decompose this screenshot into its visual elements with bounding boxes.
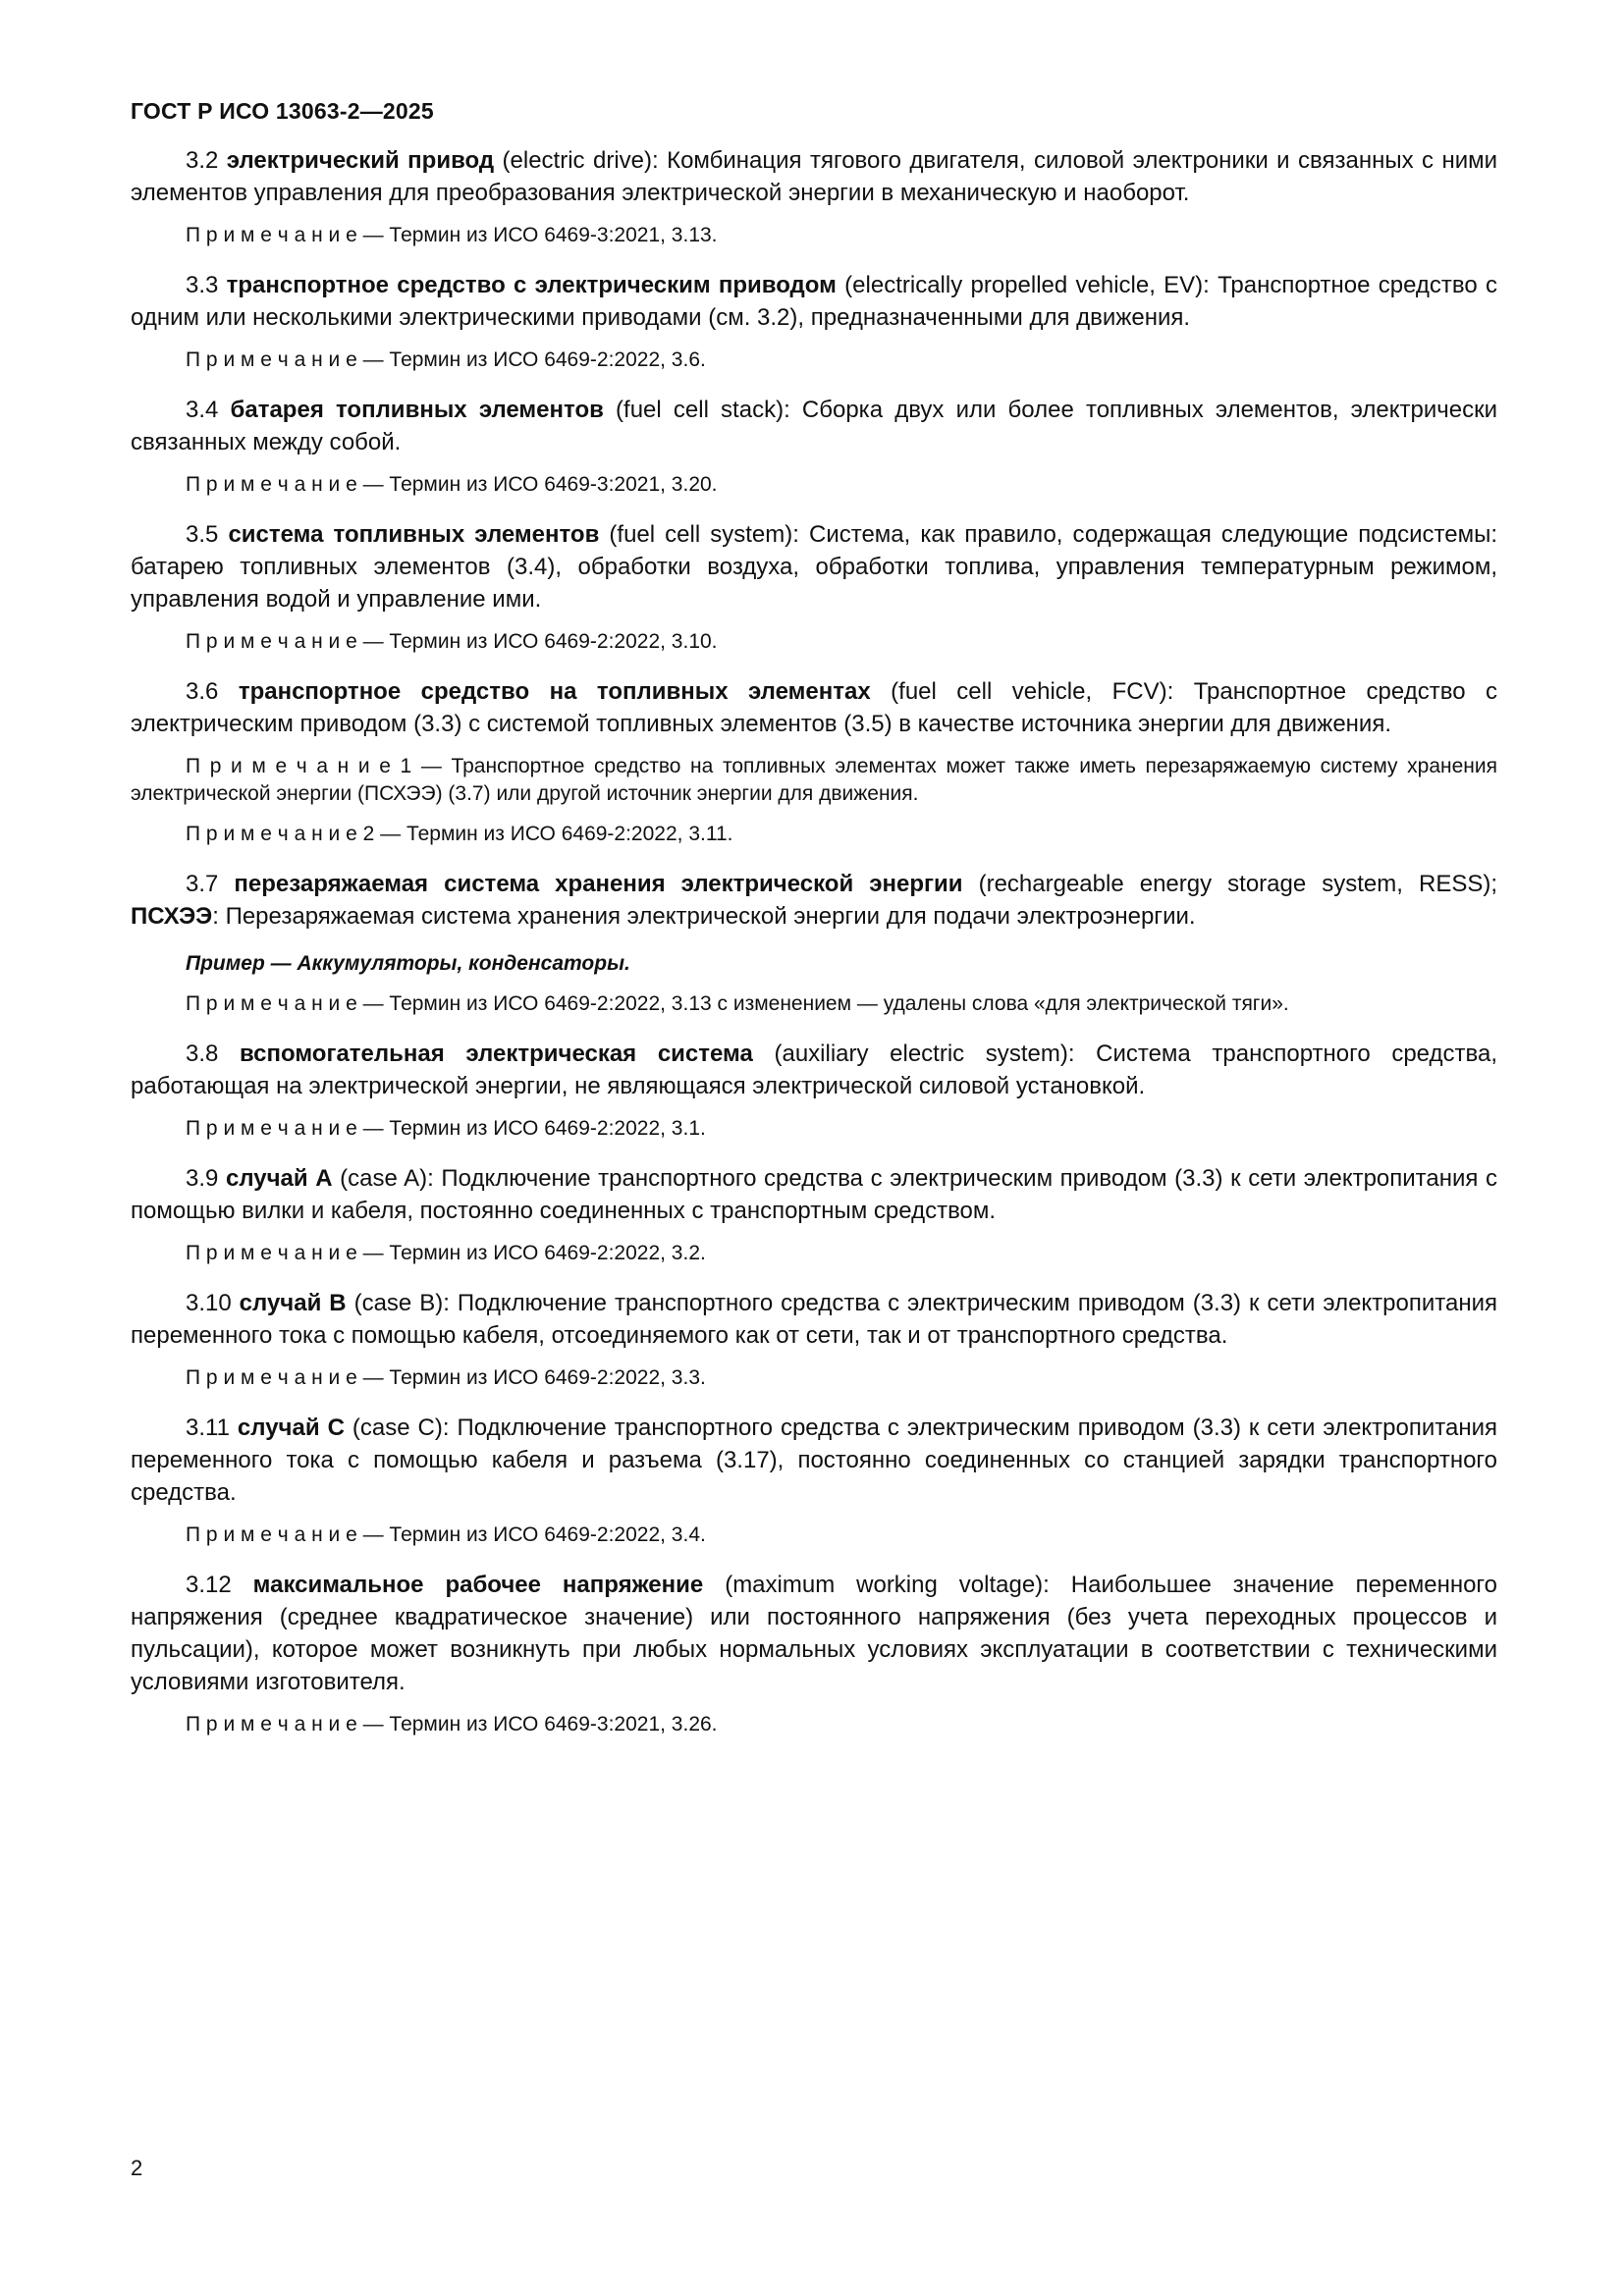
term-name: максимальное рабочее напряжение — [252, 1572, 704, 1598]
term-body-text: 3.3 — [186, 272, 227, 298]
term-name: случай А — [225, 1165, 333, 1192]
term-definition — [131, 868, 1497, 933]
note-text: П р и м е ч а н и е — Термин из ИСО 6469-3:2021, 3.13. — [186, 224, 718, 246]
term-definition — [131, 144, 1497, 209]
term-definition — [131, 269, 1497, 334]
term-body-text: 3.9 — [186, 1165, 226, 1192]
term-name: случай В — [239, 1290, 347, 1316]
term-name: система топливных элементов — [228, 521, 600, 548]
term-definition — [131, 394, 1497, 458]
term-body-text: (rechargeable energy storage system, RESS); — [962, 871, 1497, 897]
term-body-text: (fuel cell vehicle, FCV): Транспортное средство с электрическим приводом (3.3) с системой топливных элементов (3.5) в качестве источника энергии для движения. — [131, 678, 1498, 737]
term-body-text: 3.5 — [186, 521, 229, 548]
term-definition — [131, 675, 1497, 740]
term-body-text: 3.10 — [186, 1290, 240, 1316]
term-body-text: 3.11 — [186, 1415, 238, 1441]
term-name: электрический привод — [226, 147, 495, 174]
note-text: П р и м е ч а н и е — Термин из ИСО 6469-3:2021, 3.26. — [186, 1713, 718, 1735]
term-name: транспортное средство с электрическим приводом — [226, 272, 837, 298]
term-body-text: (maximum working voltage): Наибольшее значение переменного напряжения (среднее квадратическое значение) или постоянного напряжения (без учета переходных процессов и пульсации), которое может возникнуть при любых нормальных условиях эксплуатации в соответствии с техническими условиями изготовителя. — [131, 1572, 1497, 1695]
term-body-text: (electrically propelled vehicle, EV): Транспортное средство с одним или несколькими электрическими приводами (см. 3.2), предназначенными для движения. — [131, 272, 1498, 331]
term-body-text: 3.8 — [186, 1041, 241, 1067]
note-text: П р и м е ч а н и е — Термин из ИСО 6469-3:2021, 3.20. — [186, 473, 718, 496]
note-text: П р и м е ч а н и е — Термин из ИСО 6469-2:2022, 3.13 с изменением — удалены слова «для электрической тяги». — [186, 992, 1289, 1015]
note-text: П р и м е ч а н и е — Термин из ИСО 6469-2:2022, 3.6. — [186, 348, 706, 371]
term-body-text: (fuel cell system): Система, как правило, содержащая следующие подсистемы: батарею топливных элементов (3.4), обработки воздуха, обработки топлива, управления температурным режимом, управления водой и управление ими. — [131, 521, 1498, 613]
term-body-text: 3.4 — [186, 397, 231, 423]
note-text: П р и м е ч а н и е — Термин из ИСО 6469-2:2022, 3.3. — [186, 1366, 706, 1389]
note-text: П р и м е ч а н и е 2 — Термин из ИСО 6469-2:2022, 3.11. — [186, 823, 733, 845]
term-definition — [131, 1162, 1497, 1227]
term-name: ПСХЭЭ — [131, 903, 213, 930]
term-body-text: (fuel cell stack): Сборка двух или более топливных элементов, электрически связанных между собой. — [131, 397, 1498, 455]
term-body-text: (electric drive): Комбинация тягового двигателя, силовой электроники и связанных с ними элементов управления для преобразования электрической энергии в механическую и наоборот. — [131, 147, 1498, 206]
term-body-text: 3.2 — [186, 147, 227, 174]
note-text: П р и м е ч а н и е — Термин из ИСО 6469-2:2022, 3.2. — [186, 1242, 706, 1264]
document-body — [131, 144, 1497, 1738]
term-body-text: (case B): Подключение транспортного средства с электрическим приводом (3.3) к сети электропитания переменного тока с помощью кабеля, отсоединяемого как от сети, так и от транспортного средства. — [131, 1290, 1498, 1349]
doc-code-header: ГОСТ Р ИСО 13063-2—2025 — [131, 98, 434, 124]
note-text: П р и м е ч а н и е 1 — Транспортное средство на топливных элементах может также иметь перезаряжаемую систему хранения электрической энергии (ПСХЭЭ) (3.7) или другой источник энергии для движения. — [131, 755, 1497, 805]
term-definition — [131, 1038, 1497, 1102]
term-name: батарея топливных элементов — [230, 397, 604, 423]
note-text: П р и м е ч а н и е — Термин из ИСО 6469-2:2022, 3.10. — [186, 630, 718, 653]
document-content — [131, 98, 1497, 1738]
note-text: П р и м е ч а н и е — Термин из ИСО 6469-2:2022, 3.1. — [186, 1117, 706, 1140]
term-definition — [131, 1412, 1497, 1509]
term-name: вспомогательная электрическая система — [240, 1041, 753, 1067]
term-body-text: (case A): Подключение транспортного средства с электрическим приводом (3.3) к сети электропитания с помощью вилки и кабеля, постоянно соединенных с транспортным средством. — [131, 1165, 1498, 1224]
term-body-text: 3.7 — [186, 871, 235, 897]
term-body-text: 3.6 — [186, 678, 239, 705]
note-text: П р и м е ч а н и е — Термин из ИСО 6469-2:2022, 3.4. — [186, 1523, 706, 1546]
example-text: Пример — Аккумуляторы, конденсаторы. — [186, 952, 630, 975]
term-definition — [131, 518, 1497, 615]
term-name: случай С — [237, 1415, 345, 1441]
page-number: 2 — [131, 2156, 143, 2180]
term-body-text: : Перезаряжаемая система хранения электрической энергии для подачи электроэнергии. — [212, 903, 1196, 930]
term-body-text: (case C): Подключение транспортного средства с электрическим приводом (3.3) к сети электропитания переменного тока с помощью кабеля и разъема (3.17), постоянно соединенных со станцией зарядки транспортного средства. — [131, 1415, 1497, 1506]
term-body-text: (auxiliary electric system): Система транспортного средства, работающая на электрической энергии, не являющаяся электрической силовой установкой. — [131, 1041, 1497, 1099]
term-definition — [131, 1287, 1497, 1352]
term-definition — [131, 1569, 1497, 1698]
term-name: транспортное средство на топливных элементах — [238, 678, 871, 705]
term-body-text: 3.12 — [186, 1572, 253, 1598]
term-name: перезаряжаемая система хранения электрической энергии — [234, 871, 963, 897]
